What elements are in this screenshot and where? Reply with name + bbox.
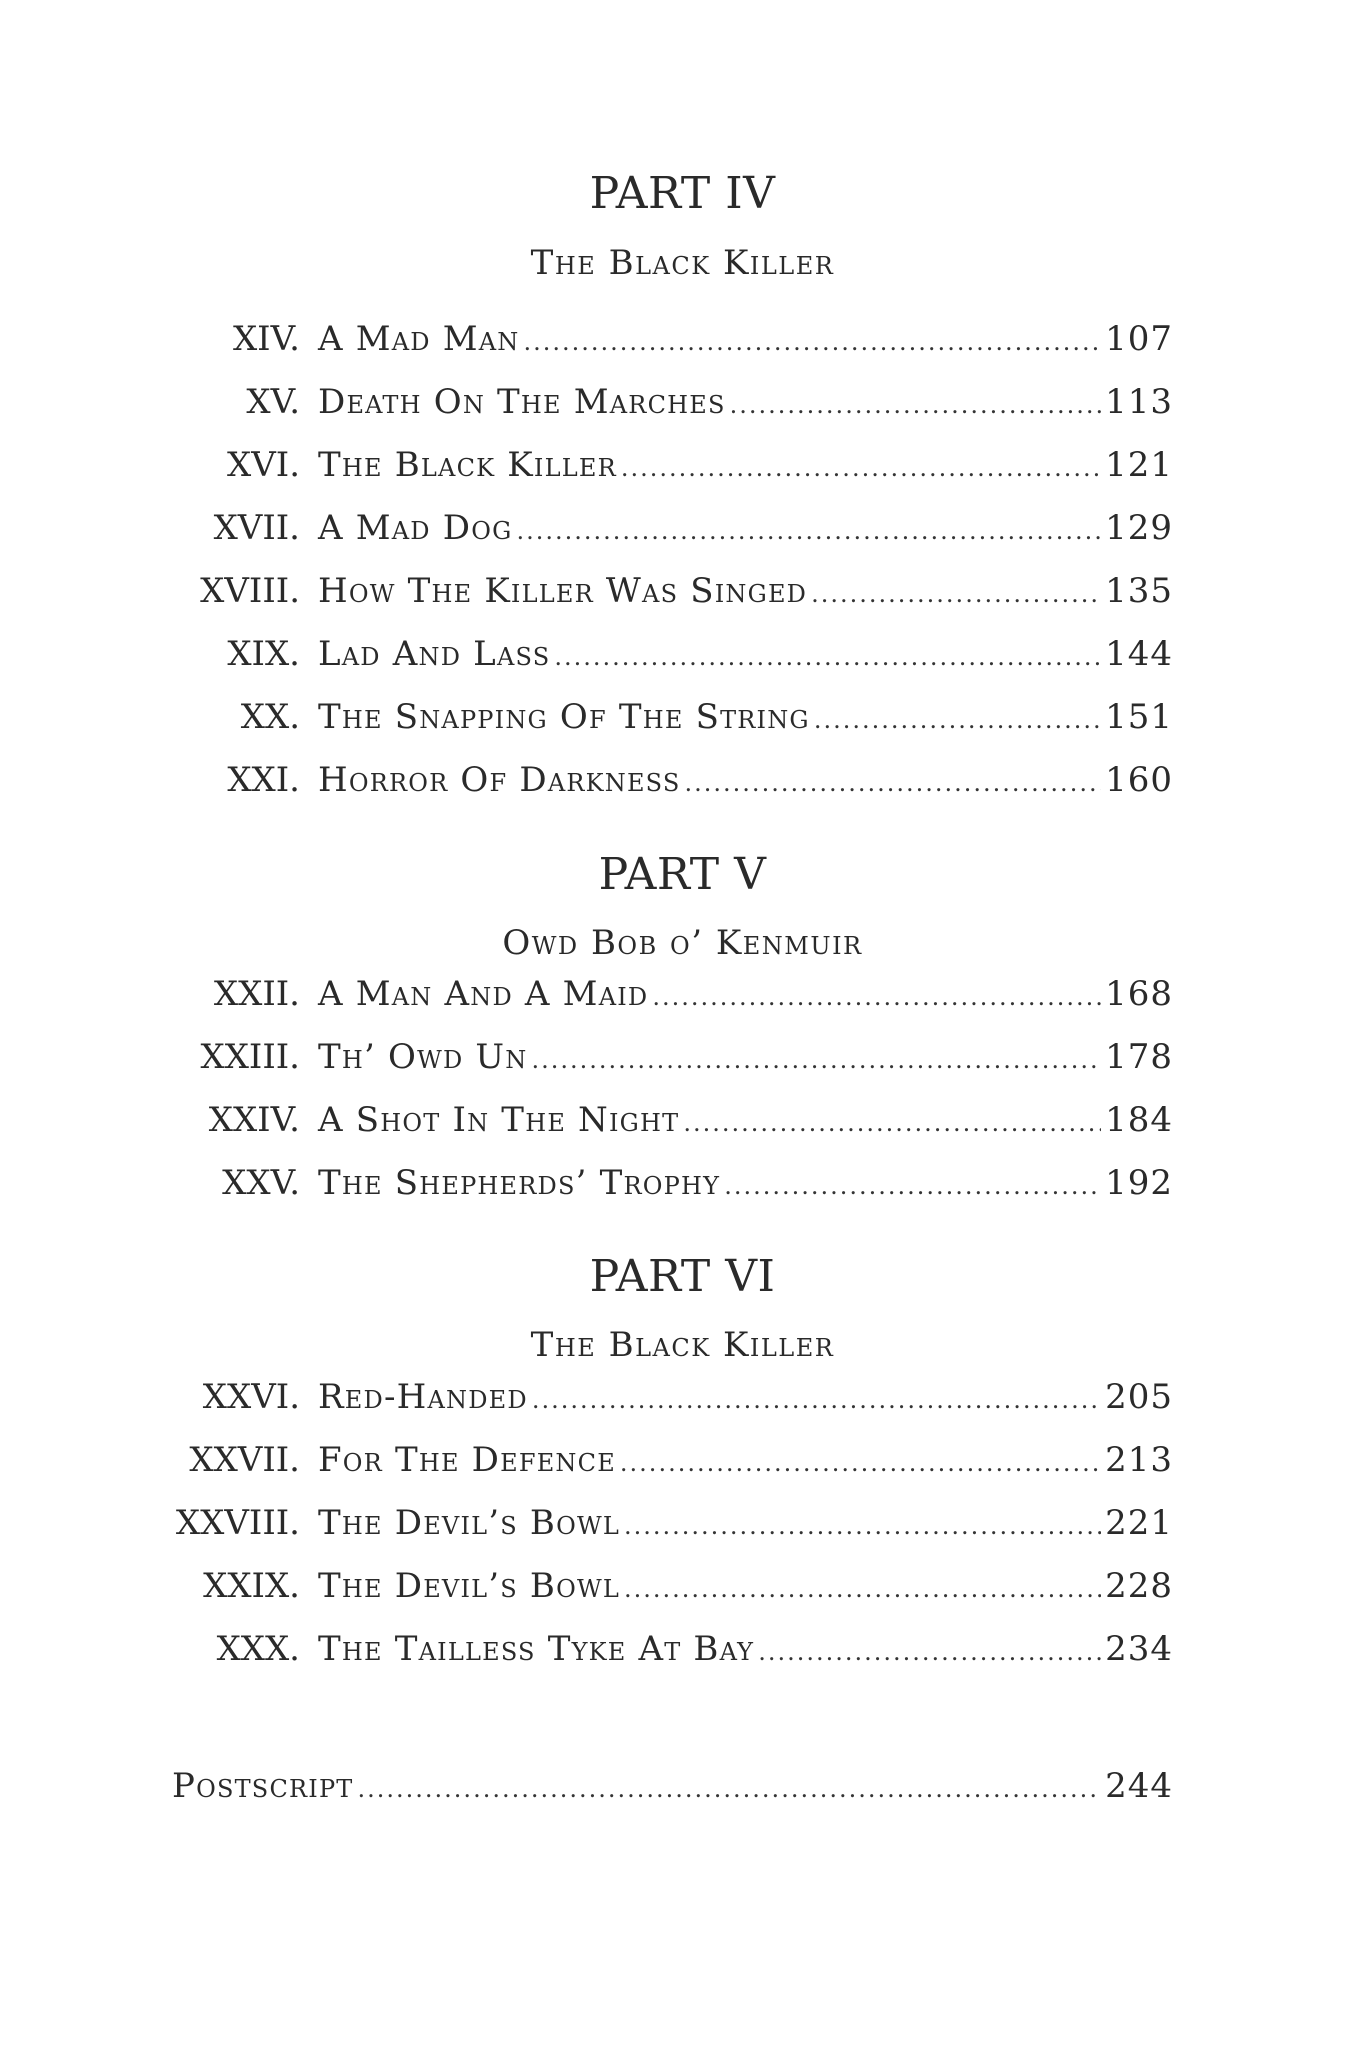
page-number: 160 xyxy=(1105,760,1173,800)
toc-entry-postscript[interactable] xyxy=(0,1764,1365,1808)
part-title: PART IV xyxy=(589,168,776,219)
toc-entry[interactable] xyxy=(0,1564,1365,1608)
leader-dots xyxy=(730,383,1101,427)
chapter-number: XXII. xyxy=(213,974,300,1014)
chapter-number: XXIV. xyxy=(208,1100,300,1140)
chapter-number: XX. xyxy=(240,697,300,737)
toc-entry[interactable] xyxy=(0,695,1365,739)
toc-entry[interactable] xyxy=(0,1627,1365,1671)
page-number: 244 xyxy=(1105,1766,1173,1806)
part-title: PART VI xyxy=(589,1251,776,1302)
toc-entry[interactable] xyxy=(0,380,1365,424)
toc-entry[interactable] xyxy=(0,506,1365,550)
leader-dots xyxy=(531,1038,1101,1082)
chapter-title: For The Defence xyxy=(318,1440,616,1480)
page-number: 221 xyxy=(1105,1503,1173,1543)
toc-entry[interactable] xyxy=(0,1375,1365,1419)
chapter-title: Horror Of Darkness xyxy=(318,760,681,800)
leader-dots xyxy=(624,1567,1101,1611)
toc-entry[interactable] xyxy=(0,317,1365,361)
leader-dots xyxy=(532,1378,1101,1422)
toc-entry[interactable] xyxy=(0,1098,1365,1142)
chapter-number: XV. xyxy=(246,382,300,422)
chapter-title: A Mad Dog xyxy=(318,508,513,548)
leader-dots xyxy=(621,446,1101,490)
leader-dots xyxy=(554,635,1101,679)
chapter-title: A Mad Man xyxy=(318,319,520,359)
chapter-title: How The Killer Was Singed xyxy=(318,571,808,611)
toc-entry[interactable] xyxy=(0,632,1365,676)
chapter-number: XVII. xyxy=(213,508,300,548)
page-number: 178 xyxy=(1105,1037,1173,1077)
chapter-title: A Man And A Maid xyxy=(318,974,649,1014)
leader-dots xyxy=(624,1504,1101,1548)
page-number: 113 xyxy=(1105,382,1173,422)
toc-entry[interactable] xyxy=(0,443,1365,487)
chapter-number: XXVI. xyxy=(202,1377,300,1417)
chapter-number: XIX. xyxy=(227,634,300,674)
chapter-number: XXV. xyxy=(222,1163,300,1203)
part-subtitle: Owd Bob o’ Kenmuir xyxy=(502,923,863,963)
chapter-title: The Devil’s Bowl xyxy=(318,1566,620,1606)
leader-dots xyxy=(811,572,1101,616)
chapter-title: Death On The Marches xyxy=(318,382,726,422)
page-number: 129 xyxy=(1105,508,1173,548)
leader-dots xyxy=(358,1767,1102,1811)
leader-dots xyxy=(524,320,1102,364)
chapter-title: A Shot In The Night xyxy=(318,1100,680,1140)
toc-entry[interactable] xyxy=(0,972,1365,1016)
page-number: 144 xyxy=(1105,634,1173,674)
toc-entry[interactable] xyxy=(0,758,1365,802)
page-number: 151 xyxy=(1105,697,1173,737)
chapter-number: XXX. xyxy=(216,1629,300,1669)
toc-entry[interactable] xyxy=(0,1438,1365,1482)
page-number: 168 xyxy=(1105,974,1173,1014)
leader-dots xyxy=(724,1164,1101,1208)
chapter-number: XXI. xyxy=(227,760,300,800)
chapter-title: Th’ Owd Un xyxy=(318,1037,528,1077)
chapter-number: XVI. xyxy=(227,445,300,485)
leader-dots xyxy=(685,761,1102,805)
part-subtitle: The Black Killer xyxy=(530,1325,835,1365)
leader-dots xyxy=(620,1441,1101,1485)
page-number: 135 xyxy=(1105,571,1173,611)
leader-dots xyxy=(758,1630,1101,1674)
leader-dots xyxy=(516,509,1101,553)
chapter-number: XXIII. xyxy=(200,1037,300,1077)
toc-entry[interactable] xyxy=(0,1161,1365,1205)
chapter-title: Lad And Lass xyxy=(318,634,551,674)
part-subtitle: The Black Killer xyxy=(530,243,835,283)
chapter-title: The Black Killer xyxy=(318,445,617,485)
page-number: 107 xyxy=(1105,319,1173,359)
chapter-title: The Snapping Of The String xyxy=(318,697,810,737)
page-number: 234 xyxy=(1105,1629,1173,1669)
chapter-number: XXVIII. xyxy=(175,1503,300,1543)
postscript-title: Postscript xyxy=(172,1766,354,1806)
page-number: 121 xyxy=(1105,445,1173,485)
chapter-title: The Devil’s Bowl xyxy=(318,1503,620,1543)
chapter-number: XXVII. xyxy=(189,1440,300,1480)
leader-dots xyxy=(814,698,1101,742)
chapter-title: The Tailless Tyke At Bay xyxy=(318,1629,755,1669)
chapter-number: XXIX. xyxy=(203,1566,300,1606)
page-number: 192 xyxy=(1105,1163,1173,1203)
toc-entry[interactable] xyxy=(0,569,1365,613)
page-number: 205 xyxy=(1105,1377,1173,1417)
chapter-number: XIV. xyxy=(232,319,300,359)
page-number: 228 xyxy=(1105,1566,1173,1606)
page-number: 213 xyxy=(1105,1440,1173,1480)
chapter-number: XVIII. xyxy=(200,571,300,611)
part-title: PART V xyxy=(598,849,767,900)
chapter-title: Red-Handed xyxy=(318,1377,528,1417)
toc-entry[interactable] xyxy=(0,1501,1365,1545)
toc-entry[interactable] xyxy=(0,1035,1365,1079)
page-number: 184 xyxy=(1105,1100,1173,1140)
leader-dots xyxy=(652,975,1101,1019)
leader-dots xyxy=(683,1101,1101,1145)
chapter-title: The Shepherds’ Trophy xyxy=(318,1163,721,1203)
